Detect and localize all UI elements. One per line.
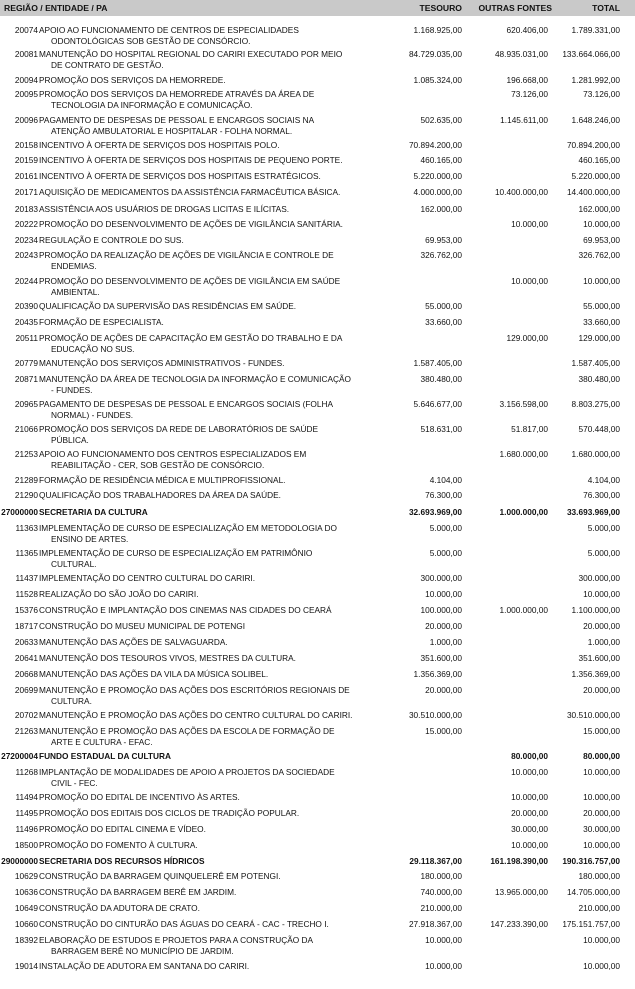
row-code: 21066 — [14, 424, 38, 434]
description-line: INSTALAÇÃO DE ADUTORA EM SANTANA DO CARIRI. — [39, 961, 250, 971]
row-code: 20096 — [14, 115, 38, 125]
row-tesouro: 5.000,00 — [429, 548, 462, 558]
row-code: 10649 — [14, 903, 38, 913]
description-line: PROMOÇÃO DO FOMENTO À CULTURA. — [39, 840, 198, 850]
description-line: PROMOÇÃO DO EDITAL DE INCENTIVO ÀS ARTES. — [39, 792, 240, 802]
row-total: 20.000,00 — [583, 808, 620, 818]
row-total: 70.894.200,00 — [566, 140, 620, 150]
row-code: 11268 — [15, 767, 38, 777]
row-tesouro: 5.000,00 — [429, 523, 462, 533]
description-line: MANUTENÇÃO E PROMOÇÃO DAS AÇÕES DOS ESCRITÓRIOS REGIONAIS DE — [39, 685, 350, 695]
row-total: 1.680.000,00 — [571, 449, 620, 459]
row-tesouro: 740.000,00 — [420, 887, 462, 897]
row-description — [39, 219, 344, 230]
row-outras-fontes: 10.000,00 — [511, 276, 548, 286]
description-line: ARTE E CULTURA - EFAC. — [51, 736, 153, 747]
row-outras-fontes: 1.000.000,00 — [499, 605, 548, 615]
row-description — [39, 589, 344, 600]
row-code: 11437 — [15, 573, 38, 583]
description-line: REGULAÇÃO E CONTROLE DO SUS. — [39, 235, 184, 245]
row-tesouro: 33.660,00 — [425, 317, 462, 327]
row-outras-fontes: 3.156.598,00 — [499, 399, 548, 409]
row-outras-fontes: 620.406,00 — [506, 25, 548, 35]
row-description — [39, 621, 344, 632]
row-tesouro: 1.356.369,00 — [413, 669, 462, 679]
row-description — [39, 301, 344, 312]
row-total: 351.600,00 — [578, 653, 620, 663]
row-total: 210.000,00 — [578, 903, 620, 913]
row-total: 69.953,00 — [583, 235, 620, 245]
description-line: CONSTRUÇÃO DA BARRAGEM QUINQUELERÊ EM POTENGI. — [39, 871, 281, 881]
row-description — [39, 140, 344, 151]
description-line: IMPLEMENTAÇÃO DO CENTRO CULTURAL DO CARIRI. — [39, 573, 256, 583]
row-total: 1.789.331,00 — [571, 25, 620, 35]
row-code: 20158 — [14, 140, 38, 150]
row-code: 21253 — [14, 449, 38, 459]
description-line: REALIZAÇÃO DO SÃO JOÃO DO CARIRI. — [39, 589, 199, 599]
row-description — [39, 961, 344, 972]
description-line: CULTURAL. — [51, 558, 97, 569]
row-code: 20435 — [14, 317, 38, 327]
row-total: 180.000,00 — [578, 871, 620, 881]
row-tesouro: 5.646.677,00 — [413, 399, 462, 409]
row-code: 18717 — [14, 621, 38, 631]
description-line: MANUTENÇÃO DA ÁREA DE TECNOLOGIA DA INFORMAÇÃO E COMUNICAÇÃO — [39, 374, 351, 384]
row-outras-fontes: 48.935.031,00 — [494, 49, 548, 59]
row-tesouro: 518.631,00 — [420, 424, 462, 434]
row-tesouro: 210.000,00 — [420, 903, 462, 913]
description-line: REABILITAÇÃO - CER, SOB GESTÃO DE CONSÓRCIO. — [51, 459, 265, 470]
row-tesouro: 29.118.367,00 — [409, 856, 462, 866]
row-code: 19014 — [14, 961, 38, 971]
row-total: 30.000,00 — [583, 824, 620, 834]
row-description — [39, 171, 344, 182]
row-tesouro: 1.168.925,00 — [413, 25, 462, 35]
row-total: 10.000,00 — [583, 767, 620, 777]
row-total: 326.762,00 — [578, 250, 620, 260]
row-code: 15376 — [14, 605, 38, 615]
row-total: 133.664.066,00 — [562, 49, 620, 59]
row-description — [39, 653, 344, 664]
table-header — [0, 0, 635, 16]
row-tesouro: 27.918.367,00 — [408, 919, 462, 929]
description-line: PROMOÇÃO DO DESENVOLVIMENTO DE AÇÕES DE VIGILÂNCIA SANITÁRIA. — [39, 219, 343, 229]
row-tesouro: 1.000,00 — [429, 637, 462, 647]
description-line: - FUNDES. — [51, 384, 93, 395]
row-description — [39, 856, 344, 867]
description-line: PAGAMENTO DE DESPESAS DE PESSOAL E ENCARGOS SOCIAIS NA — [39, 115, 315, 125]
row-code: 10660 — [14, 919, 38, 929]
description-line: QUALIFICAÇÃO DOS TRABALHADORES DA ÁREA DA SAÚDE. — [39, 490, 281, 500]
row-code: 18392 — [14, 935, 38, 945]
description-line: MANUTENÇÃO DOS SERVIÇOS ADMINISTRATIVOS - FUNDES. — [39, 358, 285, 368]
row-description — [39, 685, 350, 706]
row-code: 11495 — [15, 808, 38, 818]
row-tesouro: 20.000,00 — [425, 685, 462, 695]
row-description — [39, 317, 344, 328]
description-line: PROMOÇÃO DOS SERVIÇOS DA HEMORREDE ATRAVÉS DA ÁREA DE — [39, 89, 315, 99]
row-total: 55.000,00 — [583, 301, 620, 311]
row-description — [39, 475, 344, 486]
description-line: APOIO AO FUNCIONAMENTO DOS CENTROS ESPECIALIZADOS EM — [39, 449, 307, 459]
row-total: 8.803.275,00 — [571, 399, 620, 409]
row-total: 10.000,00 — [583, 589, 620, 599]
description-line: INCENTIVO À OFERTA DE SERVIÇOS DOS HOSPITAIS DE PEQUENO PORTE. — [39, 155, 343, 165]
row-outras-fontes: 20.000,00 — [511, 808, 548, 818]
description-line: FUNDO ESTADUAL DA CULTURA — [39, 751, 171, 761]
row-description — [39, 399, 344, 420]
row-outras-fontes: 10.400.000,00 — [494, 187, 548, 197]
row-total: 1.587.405,00 — [571, 358, 620, 368]
row-total: 1.281.992,00 — [571, 75, 620, 85]
row-description — [39, 824, 344, 835]
row-code: 21289 — [14, 475, 38, 485]
row-outras-fontes: 1.000.000,00 — [499, 507, 548, 517]
row-outras-fontes: 196.668,00 — [506, 75, 548, 85]
row-description — [39, 75, 344, 86]
row-total: 129.000,00 — [578, 333, 620, 343]
description-line: PROMOÇÃO DE AÇÕES DE CAPACITAÇÃO EM GESTÃO DO TRABALHO E DA — [39, 333, 343, 343]
row-code: 21290 — [14, 490, 38, 500]
description-line: PÚBLICA. — [51, 434, 89, 445]
row-description — [39, 523, 344, 544]
header-total: TOTAL — [592, 3, 620, 13]
row-outras-fontes: 10.000,00 — [511, 219, 548, 229]
row-tesouro: 1.587.405,00 — [413, 358, 462, 368]
row-total: 5.220.000,00 — [571, 171, 620, 181]
row-tesouro: 162.000,00 — [420, 204, 462, 214]
description-line: CULTURA. — [51, 695, 92, 706]
description-line: ELABORAÇÃO DE ESTUDOS E PROJETOS PARA A CONSTRUÇÃO DA — [39, 935, 314, 945]
row-total: 14.705.000,00 — [566, 887, 620, 897]
row-total: 73.126,00 — [583, 89, 620, 99]
description-line: NORMAL) - FUNDES. — [51, 409, 134, 420]
row-description — [39, 840, 344, 851]
row-description — [39, 358, 344, 369]
row-outras-fontes: 30.000,00 — [511, 824, 548, 834]
row-total: 15.000,00 — [583, 726, 620, 736]
row-code: 20633 — [14, 637, 38, 647]
row-total: 175.151.757,00 — [562, 919, 620, 929]
row-total: 1.356.369,00 — [571, 669, 620, 679]
row-tesouro: 326.762,00 — [420, 250, 462, 260]
row-total: 1.000,00 — [587, 637, 620, 647]
description-line: PROMOÇÃO DOS SERVIÇOS DA HEMORREDE. — [39, 75, 226, 85]
row-code: 20871 — [14, 374, 38, 384]
row-description — [39, 333, 344, 354]
row-tesouro: 4.104,00 — [429, 475, 462, 485]
row-tesouro: 20.000,00 — [425, 621, 462, 631]
description-line: SECRETARIA DOS RECURSOS HÍDRICOS — [39, 856, 205, 866]
description-line: TECNOLOGIA DA INFORMAÇÃO E COMUNICAÇÃO. — [51, 99, 253, 110]
row-tesouro: 502.635,00 — [420, 115, 462, 125]
row-total: 10.000,00 — [583, 840, 620, 850]
row-tesouro: 460.165,00 — [420, 155, 462, 165]
row-tesouro: 10.000,00 — [425, 961, 462, 971]
header-tesouro: TESOURO — [419, 3, 462, 13]
description-line: PROMOÇÃO DO EDITAL CINEMA E VÍDEO. — [39, 824, 206, 834]
row-outras-fontes: 10.000,00 — [511, 767, 548, 777]
row-description — [39, 424, 344, 445]
row-description — [39, 89, 344, 110]
row-total: 190.316.757,00 — [562, 856, 620, 866]
row-code: 20171 — [14, 187, 38, 197]
row-tesouro: 380.480,00 — [420, 374, 462, 384]
row-code: 10629 — [14, 871, 38, 881]
description-line: PROMOÇÃO DOS EDITAIS DOS CICLOS DE TRADIÇÃO POPULAR. — [39, 808, 300, 818]
row-total: 76.300,00 — [583, 490, 620, 500]
header-regiao: REGIÃO / ENTIDADE / PA — [4, 3, 108, 13]
row-code: 20095 — [14, 89, 38, 99]
row-code: 27200004 — [1, 751, 38, 761]
row-code: 20161 — [14, 171, 38, 181]
description-line: INCENTIVO À OFERTA DE SERVIÇOS DOS HOSPITAIS ESTRATÉGICOS. — [39, 171, 321, 181]
row-description — [39, 548, 344, 569]
row-outras-fontes: 1.145.611,00 — [500, 115, 548, 125]
row-description — [39, 49, 344, 70]
row-description — [39, 871, 344, 882]
row-total: 5.000,00 — [587, 523, 620, 533]
row-description — [39, 250, 344, 271]
description-line: PROMOÇÃO DA REALIZAÇÃO DE AÇÕES DE VIGILÂNCIA E CONTROLE DE — [39, 250, 334, 260]
row-total: 460.165,00 — [578, 155, 620, 165]
row-description — [39, 808, 344, 819]
description-line: MANUTENÇÃO E PROMOÇÃO DAS AÇÕES DA ESCOLA DE FORMAÇÃO DE — [39, 726, 335, 736]
row-tesouro: 15.000,00 — [425, 726, 462, 736]
description-line: CONSTRUÇÃO E IMPLANTAÇÃO DOS CINEMAS NAS CIDADES DO CEARÁ — [39, 605, 332, 615]
row-tesouro: 180.000,00 — [420, 871, 462, 881]
row-description — [39, 235, 344, 246]
row-tesouro: 69.953,00 — [425, 235, 462, 245]
row-tesouro: 76.300,00 — [425, 490, 462, 500]
row-total: 20.000,00 — [583, 621, 620, 631]
description-line: CONSTRUÇÃO DA ADUTORA DE CRATO. — [39, 903, 200, 913]
row-code: 11494 — [15, 792, 38, 802]
row-code: 20965 — [14, 399, 38, 409]
row-total: 1.100.000,00 — [571, 605, 620, 615]
row-total: 14.400.000,00 — [566, 187, 620, 197]
description-line: IMPLANTAÇÃO DE MODALIDADES DE APOIO A PROJETOS DA SOCIEDADE — [39, 767, 335, 777]
row-total: 33.660,00 — [583, 317, 620, 327]
row-code: 20159 — [14, 155, 38, 165]
row-tesouro: 10.000,00 — [425, 589, 462, 599]
row-description — [39, 669, 344, 680]
row-code: 20511 — [15, 333, 38, 343]
row-tesouro: 32.693.969,00 — [408, 507, 462, 517]
row-description — [39, 449, 344, 470]
description-line: QUALIFICAÇÃO DA SUPERVISÃO DAS RESIDÊNCIAS EM SAÚDE. — [39, 301, 297, 311]
description-line: MANUTENÇÃO DAS AÇÕES DA VILA DA MÚSICA SOLIBEL. — [39, 669, 269, 679]
row-code: 20243 — [14, 250, 38, 260]
description-line: AMBIENTAL. — [51, 286, 100, 297]
description-line: AQUISIÇÃO DE MEDICAMENTOS DA ASSISTÊNCIA FARMACÊUTICA BÁSICA. — [39, 187, 341, 197]
row-description — [39, 507, 344, 518]
description-line: MANUTENÇÃO E PROMOÇÃO DAS AÇÕES DO CENTRO CULTURAL DO CARIRI. — [39, 710, 353, 720]
row-tesouro: 1.085.324,00 — [413, 75, 462, 85]
description-line: FORMAÇÃO DE ESPECIALISTA. — [39, 317, 164, 327]
row-tesouro: 100.000,00 — [420, 605, 462, 615]
row-tesouro: 55.000,00 — [425, 301, 462, 311]
description-line: ENSINO DE ARTES. — [51, 533, 129, 544]
row-outras-fontes: 10.000,00 — [511, 840, 548, 850]
row-description — [39, 25, 344, 46]
row-outras-fontes: 80.000,00 — [511, 751, 548, 761]
row-code: 20183 — [14, 204, 38, 214]
description-line: SECRETARIA DA CULTURA — [39, 507, 148, 517]
description-line: CONSTRUÇÃO DA BARRAGEM BERÊ EM JARDIM. — [39, 887, 237, 897]
description-line: MANUTENÇÃO DAS AÇÕES DE SALVAGUARDA. — [39, 637, 228, 647]
row-tesouro: 351.600,00 — [420, 653, 462, 663]
row-description — [39, 935, 344, 956]
row-description — [39, 792, 344, 803]
description-line: CONSTRUÇÃO DO CINTURÃO DAS ÁGUAS DO CEARÁ - CAC - TRECHO I. — [39, 919, 329, 929]
row-description — [39, 605, 344, 616]
row-total: 300.000,00 — [578, 573, 620, 583]
description-line: BARRAGEM BERÊ NO MUNICÍPIO DE JARDIM. — [51, 945, 234, 956]
description-line: ENDEMIAS. — [51, 260, 97, 271]
row-description — [39, 767, 344, 788]
row-outras-fontes: 129.000,00 — [506, 333, 548, 343]
row-code: 11496 — [15, 824, 38, 834]
row-total: 1.648.246,00 — [571, 115, 620, 125]
row-total: 10.000,00 — [583, 935, 620, 945]
row-code: 21263 — [14, 726, 38, 736]
row-code: 20699 — [14, 685, 38, 695]
row-code: 20094 — [14, 75, 38, 85]
description-line: IMPLEMENTAÇÃO DE CURSO DE ESPECIALIZAÇÃO EM PATRIMÔNIO — [39, 548, 313, 558]
row-tesouro: 70.894.200,00 — [408, 140, 462, 150]
row-total: 162.000,00 — [578, 204, 620, 214]
description-line: PAGAMENTO DE DESPESAS DE PESSOAL E ENCARGOS SOCIAIS (FOLHA — [39, 399, 334, 409]
description-line: CIVIL - FEC. — [51, 777, 98, 788]
row-code: 18500 — [14, 840, 38, 850]
header-outras-fontes: OUTRAS FONTES — [478, 3, 552, 13]
row-total: 30.510.000,00 — [566, 710, 620, 720]
row-code: 20641 — [14, 653, 38, 663]
row-tesouro: 4.000.000,00 — [413, 187, 462, 197]
description-line: FORMAÇÃO DE RESIDÊNCIA MÉDICA E MULTIPROFISSIONAL. — [39, 475, 286, 485]
row-description — [39, 710, 353, 721]
row-code: 20779 — [14, 358, 38, 368]
row-total: 80.000,00 — [583, 751, 620, 761]
row-tesouro: 5.220.000,00 — [413, 171, 462, 181]
description-line: MANUTENÇÃO DOS TESOUROS VIVOS, MESTRES DA CULTURA. — [39, 653, 296, 663]
row-description — [39, 726, 344, 747]
row-tesouro: 10.000,00 — [425, 935, 462, 945]
description-line: IMPLEMENTAÇÃO DE CURSO DE ESPECIALIZAÇÃO EM METODOLOGIA DO — [39, 523, 337, 533]
row-code: 11365 — [15, 548, 38, 558]
row-description — [39, 204, 344, 215]
row-description — [39, 276, 344, 297]
row-code: 29000000 — [1, 856, 38, 866]
row-total: 570.448,00 — [578, 424, 620, 434]
row-total: 5.000,00 — [587, 548, 620, 558]
row-description — [39, 573, 344, 584]
row-description — [39, 887, 344, 898]
description-line: PROMOÇÃO DO DESENVOLVIMENTO DE AÇÕES DE VIGILÂNCIA EM SAÚDE — [39, 276, 341, 286]
row-code: 27000000 — [1, 507, 38, 517]
row-code: 20081 — [14, 49, 38, 59]
row-code: 20234 — [14, 235, 38, 245]
row-code: 20668 — [14, 669, 38, 679]
row-code: 10636 — [14, 887, 38, 897]
row-code: 20222 — [14, 219, 38, 229]
row-description — [39, 490, 344, 501]
row-code: 20702 — [14, 710, 38, 720]
description-line: DE CONTRATO DE GESTÃO. — [51, 59, 164, 70]
row-outras-fontes: 73.126,00 — [511, 89, 548, 99]
row-tesouro: 30.510.000,00 — [408, 710, 462, 720]
description-line: EDUCAÇÃO NO SUS. — [51, 343, 135, 354]
row-total: 380.480,00 — [578, 374, 620, 384]
row-description — [39, 919, 344, 930]
row-outras-fontes: 13.965.000,00 — [494, 887, 548, 897]
row-total: 10.000,00 — [583, 219, 620, 229]
row-description — [39, 155, 344, 166]
row-outras-fontes: 51.817,00 — [511, 424, 548, 434]
row-description — [39, 637, 344, 648]
row-description — [39, 187, 344, 198]
description-line: MANUTENÇÃO DO HOSPITAL REGIONAL DO CARIRI EXECUTADO POR MEIO — [39, 49, 343, 59]
row-tesouro: 84.729.035,00 — [408, 49, 462, 59]
row-total: 10.000,00 — [583, 961, 620, 971]
row-code: 11363 — [15, 523, 38, 533]
row-code: 11528 — [15, 589, 38, 599]
row-description — [39, 903, 344, 914]
row-total: 20.000,00 — [583, 685, 620, 695]
row-outras-fontes: 1.680.000,00 — [499, 449, 548, 459]
description-line: ASSISTÊNCIA AOS USUÁRIOS DE DROGAS LICITAS E ILÍCITAS. — [39, 204, 290, 214]
row-tesouro: 300.000,00 — [420, 573, 462, 583]
description-line: ODONTOLÓGICAS SOB GESTÃO DE CONSÓRCIO. — [51, 35, 251, 46]
row-total: 4.104,00 — [587, 475, 620, 485]
row-outras-fontes: 10.000,00 — [511, 792, 548, 802]
row-code: 20390 — [14, 301, 38, 311]
row-code: 20244 — [14, 276, 38, 286]
description-line: INCENTIVO À OFERTA DE SERVIÇOS DOS HOSPITAIS POLO. — [39, 140, 280, 150]
description-line: APOIO AO FUNCIONAMENTO DE CENTROS DE ESPECIALIDADES — [39, 25, 299, 35]
row-description — [39, 374, 351, 395]
description-line: PROMOÇÃO DOS SERVIÇOS DA REDE DE LABORATÓRIOS DE SAÚDE — [39, 424, 319, 434]
row-code: 20074 — [14, 25, 38, 35]
description-line: CONSTRUÇÃO DO MUSEU MUNICIPAL DE POTENGI — [39, 621, 246, 631]
row-total: 10.000,00 — [583, 276, 620, 286]
row-description — [39, 115, 344, 136]
row-total: 10.000,00 — [583, 792, 620, 802]
row-outras-fontes: 147.233.390,00 — [490, 919, 548, 929]
row-outras-fontes: 161.198.390,00 — [490, 856, 548, 866]
row-description — [39, 751, 344, 762]
row-total: 33.693.969,00 — [566, 507, 620, 517]
description-line: ATENÇÃO AMBULATORIAL E HOSPITALAR - FOLHA NORMAL. — [51, 125, 293, 136]
